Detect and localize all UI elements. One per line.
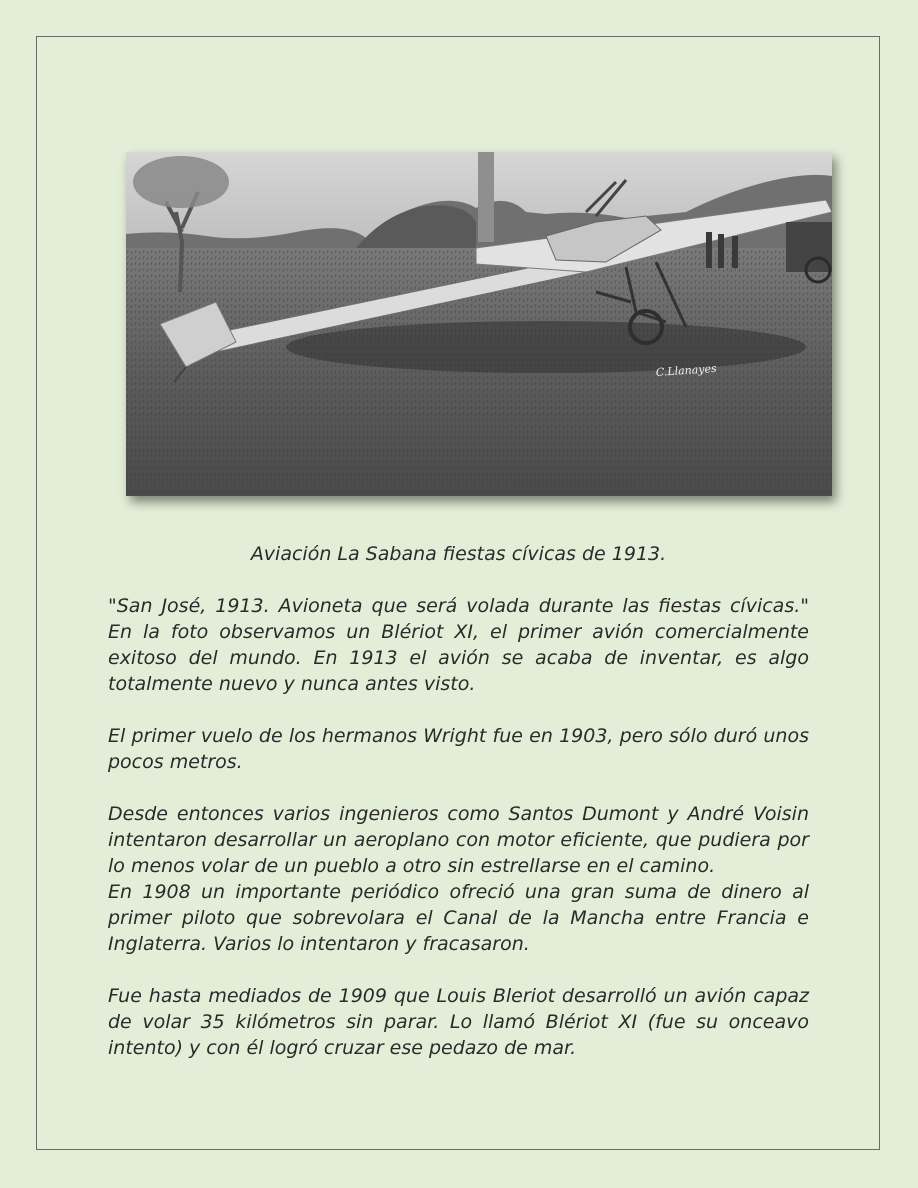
photo-caption: Aviación La Sabana fiestas cívicas de 1913.: [250, 543, 667, 565]
paragraph: En 1908 un importante periódico ofreció una gran suma de dinero al primer piloto que sobrevolara el Canal de la Mancha entre Francia e Inglaterra. Varios lo intentaron y fracasaron.: [108, 881, 809, 955]
article-body: [108, 593, 809, 1061]
paragraph: "San José, 1913. Avioneta que será volada durante las fiestas cívicas." En la foto observamos un Blériot XI, el primer avión comercialmente exitoso del mundo. En 1913 el avión se acaba de inventar, es algo totalmente nuevo y nunca antes visto.: [108, 595, 809, 695]
photo-signature: C.Llanayes: [655, 361, 718, 380]
paragraph: El primer vuelo de los hermanos Wright fue en 1903, pero sólo duró unos pocos metros.: [108, 725, 809, 773]
historical-airplane-photo: [126, 152, 832, 496]
paragraph: Fue hasta mediados de 1909 que Louis Bleriot desarrolló un avión capaz de volar 35 kilómetros sin parar. Lo llamó Blériot XI (fue su onceavo intento) y con él logró cruzar ese pedazo de mar.: [108, 985, 809, 1059]
paragraph: Desde entonces varios ingenieros como Santos Dumont y André Voisin intentaron desarrollar un aeroplano con motor eficiente, que pudiera por lo menos volar de un pueblo a otro sin estrellarse en el camino.: [108, 803, 809, 877]
